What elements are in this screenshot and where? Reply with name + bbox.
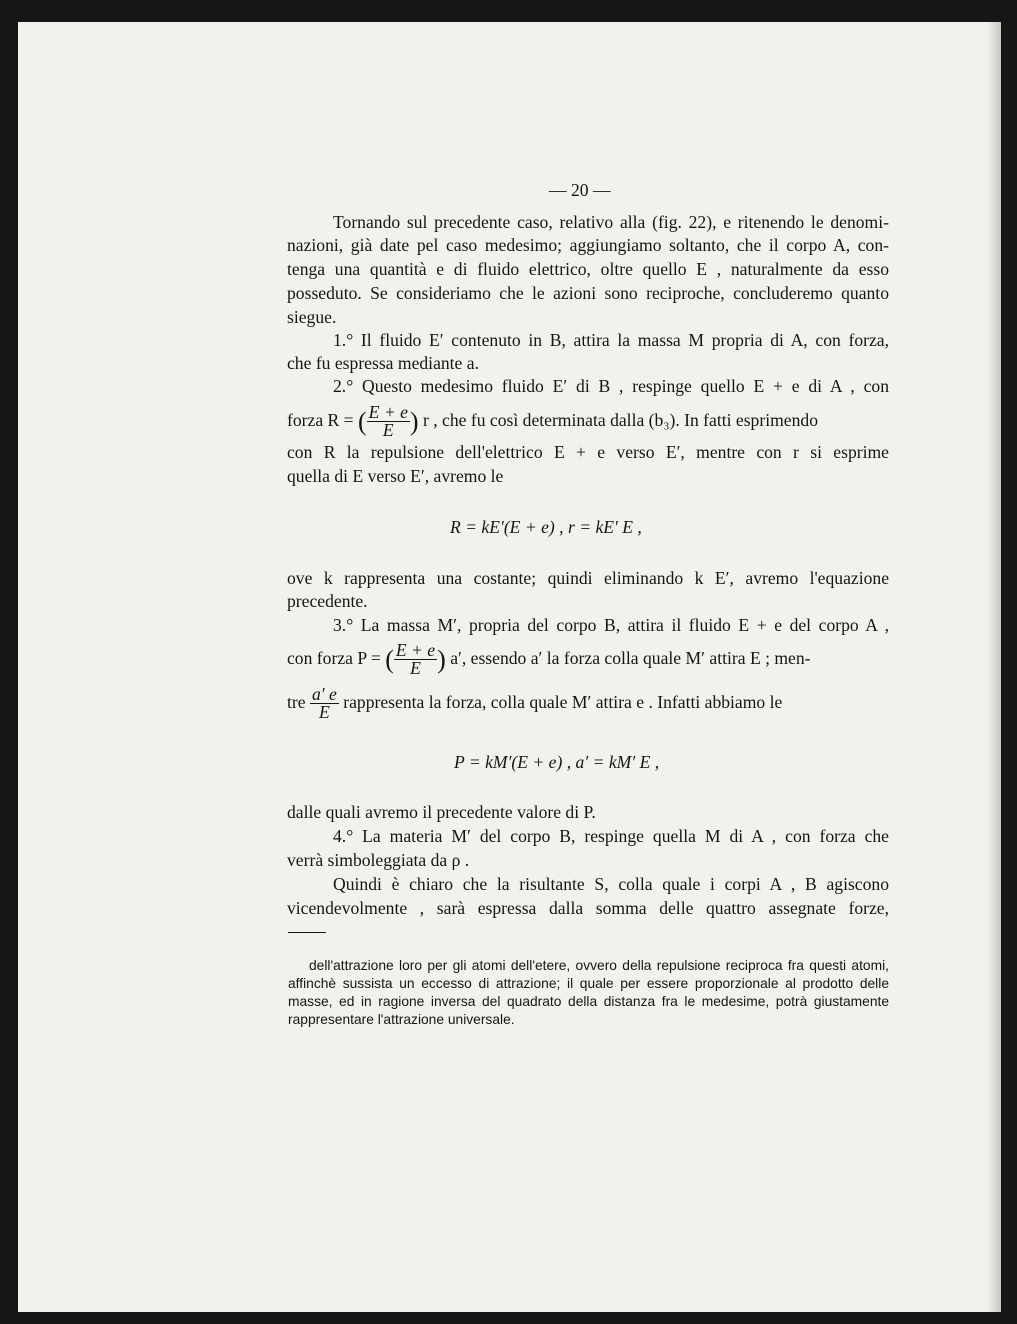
item2-fraction — [367, 404, 410, 439]
item3-force-prefix: con forza P = — [287, 648, 381, 668]
close-paren: ) — [437, 644, 446, 674]
page-number: — 20 — — [549, 180, 611, 200]
para1-line-5: siegue. — [287, 307, 337, 327]
item1-line-2: che fu espressa mediante a. — [287, 353, 479, 373]
item2-line-5: ove k rappresenta una costante; quindi eliminando k E′, avremo l'equazione — [287, 568, 889, 588]
item1-line-1: 1.° Il fluido E′ contenuto in B, attira la massa M propria di A, con forza, — [333, 330, 889, 350]
item2-force-prefix: forza R = — [287, 410, 354, 430]
footnote-line-1: dell'attrazione loro per gli atomi dell'etere, ovvero della repulsione reciproca fra questi atomi, — [309, 958, 889, 973]
open-paren: ( — [358, 406, 367, 436]
item3-fraction-2 — [310, 686, 339, 721]
item2-fraction-num: E + e — [368, 402, 408, 423]
item3-fraction-num: E + e — [395, 640, 436, 661]
item3-fraction-2-num: a′ e — [311, 684, 337, 705]
item4-line-2: verrà simboleggiata da ρ . — [287, 850, 470, 870]
para1-line-3: tenga una quantità e di fluido elettrico, oltre quello E , naturalmente da esso — [287, 259, 889, 279]
item3-line-3-rest: rappresenta la forza, colla quale M′ attira e . Infatti abbiamo le — [343, 692, 783, 712]
item2-line-3: con R la repulsione dell'elettrico E + e verso E′, mentre con r si esprime — [287, 442, 889, 462]
footnote-line-4: rappresentare l'attrazione universale. — [288, 1012, 515, 1027]
book-page — [18, 22, 1001, 1312]
item2-fraction-den: E — [382, 420, 394, 441]
item4-line-1: 4.° La materia M′ del corpo B, respinge quella M di A , con forza che — [333, 826, 889, 846]
item3-formula: P = kM′(E + e) , a′ = kM′ E , — [454, 752, 660, 772]
item3-line-3 — [287, 682, 889, 722]
para1-line-4: posseduto. Se consideriamo che le azioni sono reciproche, concluderemo quanto — [287, 283, 889, 303]
item2-line-6: precedente. — [287, 591, 368, 611]
item3-line-4: dalle quali avremo il precedente valore di P. — [287, 802, 596, 822]
item3-tre: tre — [287, 692, 306, 712]
item3-force-suffix: a′, essendo a′ la forza colla quale M′ attira E ; men- — [450, 648, 811, 668]
item3-fraction — [394, 642, 437, 677]
item2-formula: R = kE′(E + e) , r = kE′ E , — [450, 517, 642, 537]
item2-line-2 — [287, 400, 889, 440]
footnote-line-2: affinchè sussista un eccesso di attrazione; il quale per essere proporzionale al prodotto delle — [288, 976, 889, 991]
footnote-rule — [288, 932, 326, 933]
item3-line-1: 3.° La massa M′, propria del corpo B, attira il fluido E + e del corpo A , — [333, 615, 889, 635]
para1-line-2: nazioni, già date pel caso medesimo; aggiungiamo soltanto, che il corpo A, con- — [287, 235, 889, 255]
item2-force-suffix: r , che fu così determinata dalla (b₃). In fatti esprimendo — [422, 410, 818, 430]
para1-line-1: Tornando sul precedente caso, relativo alla (fig. 22), e ritenendo le denomi- — [333, 212, 889, 232]
para2-line-2: vicendevolmente , sarà espressa dalla somma delle quattro assegnate forze, — [287, 898, 889, 918]
item3-fraction-den: E — [410, 658, 421, 679]
open-paren: ( — [385, 644, 394, 674]
para2-line-1: Quindi è chiaro che la risultante S, colla quale i corpi A , B agiscono — [333, 874, 889, 894]
item3-line-2 — [287, 638, 889, 678]
close-paren: ) — [409, 406, 419, 436]
footnote-line-3: masse, ed in ragione inversa del quadrato della distanza fra le medesime, potrà giustamente — [288, 994, 889, 1009]
item2-line-1: 2.° Questo medesimo fluido E′ di B , respinge quello E + e di A , con — [333, 376, 889, 396]
item3-fraction-2-den: E — [319, 702, 330, 723]
item2-line-4: quella di E verso E′, avremo le — [287, 466, 504, 486]
